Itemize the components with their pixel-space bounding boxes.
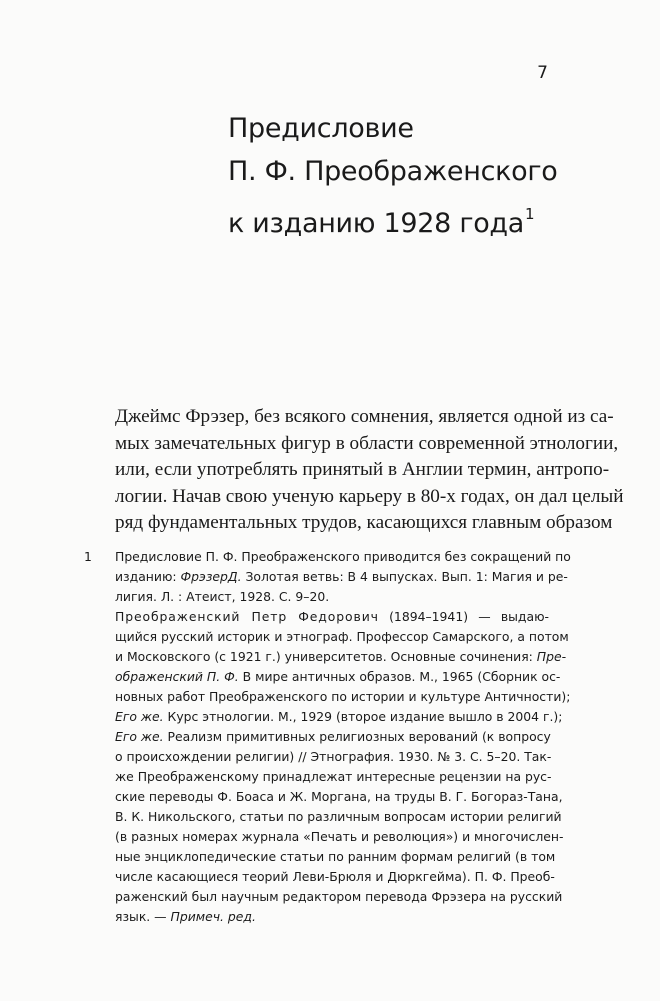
person-name: Преображенский Петр Федорович — [115, 609, 379, 624]
author-name: Пре- — [536, 649, 567, 664]
text: Курс этнологии. М., 1929 (второе издание вышло в 2004 г.); — [163, 709, 563, 724]
body-paragraph — [115, 404, 624, 537]
body-line: или, если употреблять принятый в Англии термин, антропо- — [115, 459, 610, 480]
footnote-line: ные энциклопедические статьи по ранним формам религий (в том — [115, 849, 556, 864]
body-line: Джеймс Фрэзер, без всякого сомнения, является одной из са- — [115, 406, 614, 427]
footnote-line: о происхождении религии) // Этнография. 1930. № 3. С. 5–20. Так- — [115, 749, 552, 764]
footnote-line — [115, 727, 549, 747]
title-line — [228, 193, 557, 245]
chapter-title — [228, 107, 557, 245]
footnote-line: В. К. Никольского, статьи по различным вопросам истории религий — [115, 809, 562, 824]
footnote-line: раженский был научным редактором перевода Фрэзера на русский — [115, 889, 563, 904]
editor-note: Примеч. ред. — [170, 909, 256, 924]
text: Золотая ветвь: В 4 выпусках. Вып. 1: Магия и ре- — [241, 569, 568, 584]
footnote-marker: 1 — [84, 549, 92, 564]
text: изданию: — [115, 569, 181, 584]
text: язык. — — [115, 909, 171, 924]
author-name: Его же. — [115, 729, 164, 744]
footnote-line — [115, 647, 567, 667]
text: В мире античных образов. М., 1965 (Сборник ос- — [238, 669, 561, 684]
footnote-line: ские переводы Ф. Боаса и Ж. Моргана, на труды В. Г. Богораз-Тана, — [115, 789, 563, 804]
footnote — [84, 547, 571, 927]
title-line: Предисловие — [228, 113, 414, 144]
author-name: Его же. — [115, 709, 164, 724]
text: (1894–1941) — выдаю- — [378, 609, 549, 624]
footnote-line: лигия. Л. : Атеист, 1928. С. 9–20. — [115, 589, 330, 604]
footnote-line — [115, 607, 549, 627]
footnote-reference[interactable]: 1 — [525, 205, 535, 223]
title-line: П. Ф. Преображенского — [228, 156, 558, 187]
footnote-line — [115, 667, 561, 687]
body-line: мых замечательных фигур в области современной этнологии, — [115, 432, 619, 454]
footnote-line: новных работ Преображенского по истории и культуре Античности); — [115, 689, 571, 704]
footnote-line: числе касающиеся теорий Леви-Брюля и Дюркгейма). П. Ф. Преоб- — [115, 869, 555, 884]
footnote-line: Предисловие П. Ф. Преображенского приводится без сокращений по — [115, 549, 571, 564]
body-line: логии. Начав свою ученую карьеру в 80-х годах, он дал целый — [115, 485, 624, 507]
footnote-line: щийся русский историк и этнограф. Профессор Самарского, а потом — [115, 629, 569, 644]
page-number: 7 — [537, 63, 548, 83]
body-line: ряд фундаментальных трудов, касающихся главным образом — [115, 512, 613, 533]
footnote-line — [115, 567, 568, 587]
footnote-line — [115, 907, 549, 927]
footnote-line: (в разных номерах журнала «Печать и революция») и многочислен- — [115, 829, 564, 844]
title-line-text: к изданию 1928 года — [228, 208, 525, 239]
text: и Московского (с 1921 г.) университетов. Основные сочинения: — [115, 649, 537, 664]
author-name: ФрэзерД. — [180, 569, 242, 584]
footnote-line — [115, 707, 563, 727]
footnote-line: же Преображенскому принадлежат интересные рецензии на рус- — [115, 769, 552, 784]
text: Реализм примитивных религиозных верований (к вопросу — [163, 729, 551, 744]
author-name: ображенский П. Ф. — [115, 669, 239, 684]
